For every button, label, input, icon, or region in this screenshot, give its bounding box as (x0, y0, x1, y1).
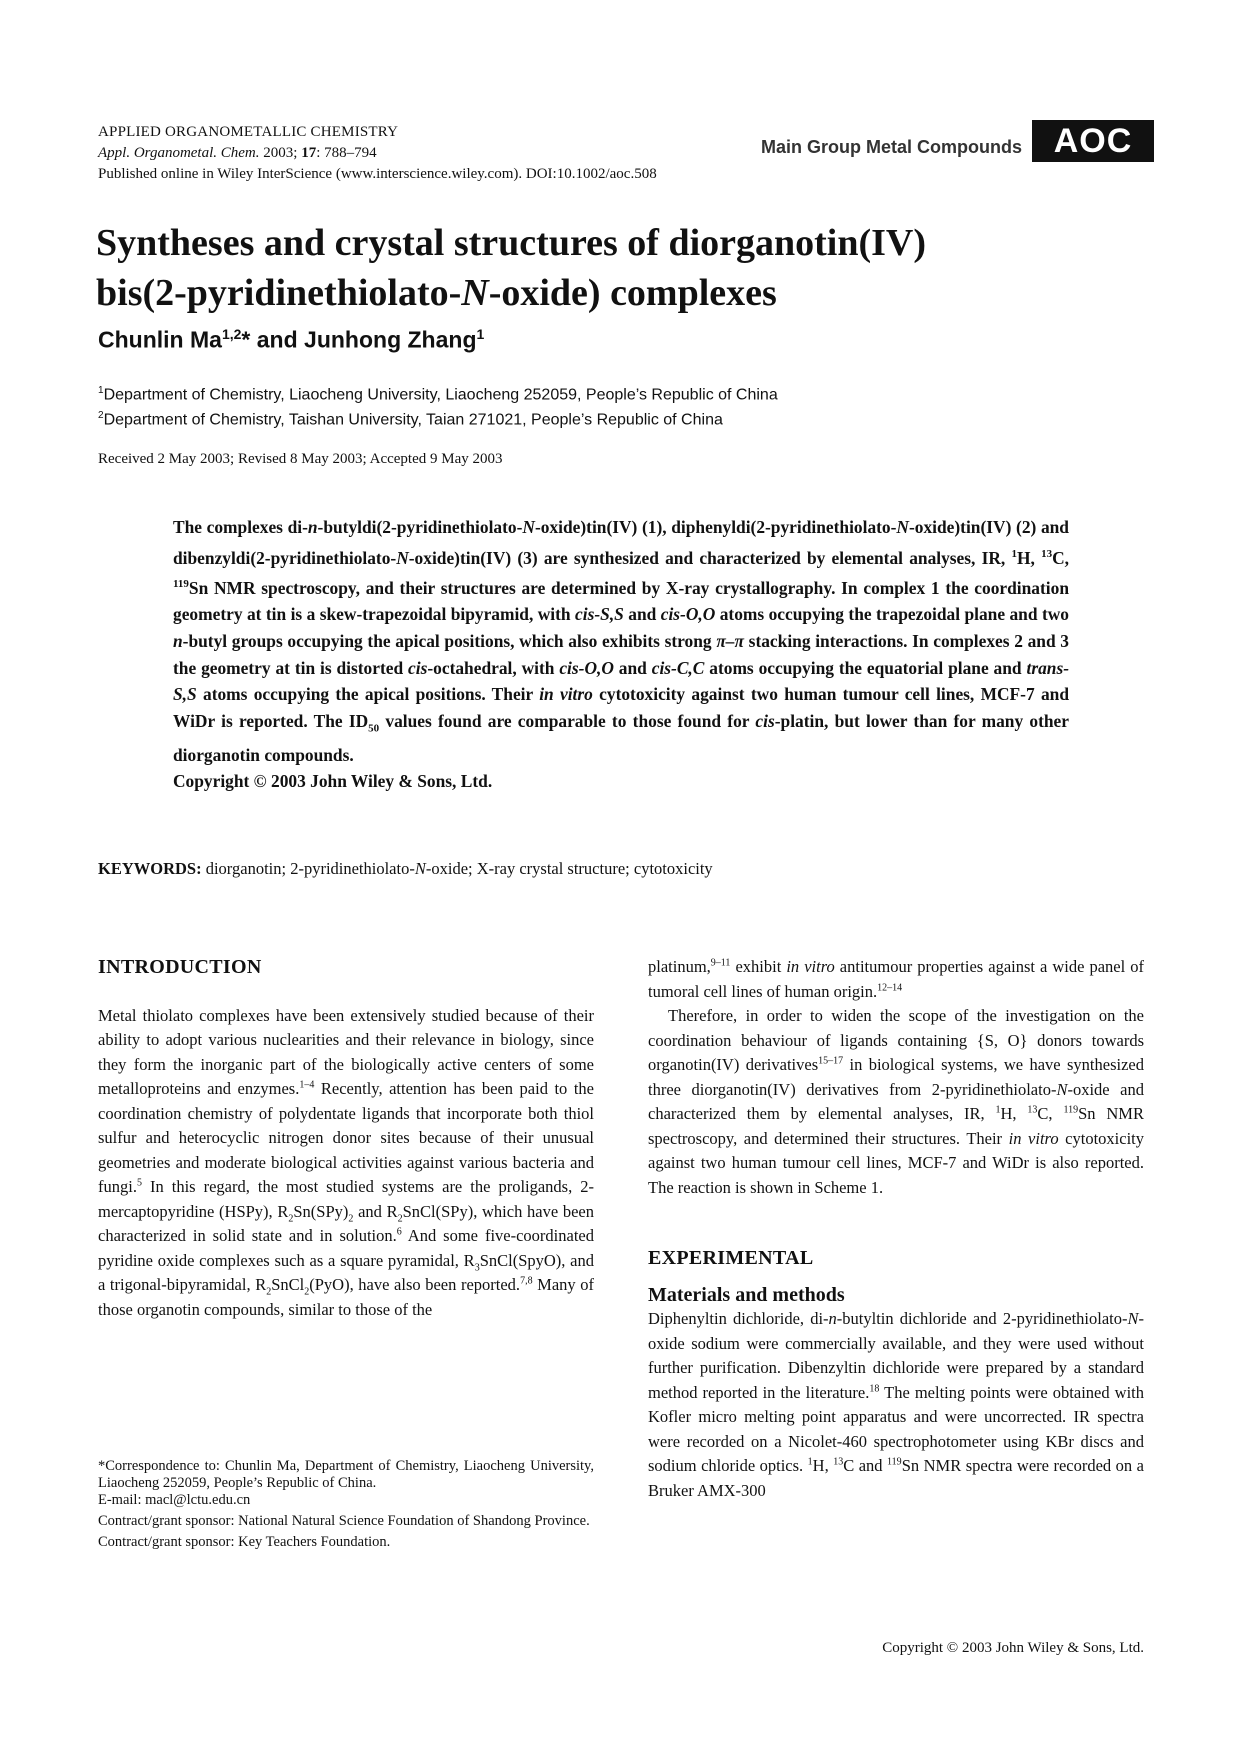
keywords: KEYWORDS: diorganotin; 2-pyridinethiolato-N-oxide; X-ray crystal structure; cytotoxicity (98, 859, 713, 878)
left-column (98, 955, 594, 1322)
title-line-2: bis(2-pyridinethiolato-N-oxide) complexes (96, 272, 777, 314)
grant-sponsor-2: Contract/grant sponsor: Key Teachers Foundation. (98, 1534, 391, 1550)
section-label: Main Group Metal Compounds (761, 137, 1022, 157)
journal-header (98, 122, 657, 185)
correspondence-note: *Correspondence to: Chunlin Ma, Department of Chemistry, Liaocheng University, Liaocheng 252059, People’s Republic of China. E-mail: macl@lctu.edu.cn (98, 1458, 594, 1508)
citation-pages: : 788–794 (316, 145, 377, 161)
citation-year: 2003; (263, 145, 298, 161)
title-line-1: Syntheses and crystal structures of diorganotin(IV) (96, 222, 927, 264)
affiliation-1: $^1$Department of Chemistry, Liaocheng University, Liaocheng 252059, People’s Republic of China (98, 385, 778, 404)
author-1: Chunlin Ma (98, 326, 222, 353)
affiliation-2: $^2$Department of Chemistry, Taishan University, Taian 271021, People’s Republic of China (98, 410, 723, 429)
citation-volume: 17 (301, 145, 317, 161)
aoc-logo: AOC (1032, 120, 1154, 162)
published-online: Published online in Wiley InterScience (www.interscience.wiley.com). DOI:10.1002/aoc.508 (98, 166, 657, 182)
materials-methods-paragraph: Diphenyltin dichloride, di-n-butyltin dichloride and 2-pyridinethiolato-N-oxide sodium were commercially available, and they were used without further purification. Dibenzyltin dichloride were prepared by a standard method reported in the literature.$^{18}$ The melting points were obtained with Kofler micro melting point apparatus and were uncorrected. IR spectra were recorded on a Nicolet-460 spectrophotometer using KBr discs and sodium chloride optics. $^1$H, $^{13}$C and $^{119}$Sn NMR spectra were recorded on a Bruker AMX-300 (648, 1309, 1144, 1500)
page-copyright: Copyright © 2003 John Wiley & Sons, Ltd. (882, 1640, 1144, 1656)
materials-methods-heading: Materials and methods (648, 1283, 845, 1306)
correspondence-email: E-mail: macl@lctu.edu.cn (98, 1492, 251, 1508)
introduction-paragraph-1: Metal thiolato complexes have been extensively studied because of their ability to adopt various nuclearities and their relevance in biology, since they form the inorganic part of the biologically active centers of some metalloproteins and enzymes.$^{1-4}$ Recently, attention has been paid to the coordination chemistry of polydentate ligands that incorporate both thiol sulfur and heterocyclic nitrogen donor sites because of their unusual geometries and moderate biological activities against various bacteria and fungi.$^5$ In this regard, the most studied systems are the proligands, 2-mercaptopyridine (HSPy), $R_2Sn(SPy)_2$ and $R_2SnCl(SPy)$, which have been characterized in solid state and in solution.$^6$ And some five-coordinated pyridine oxide complexes such as a square pyramidal, $R_3SnCl(SpyO)$, and a trigonal-bipyramidal, $R_2SnCl_2(PyO)$, have also been reported.$^{7,8}$ Many of those organotin compounds, similar to those of the (98, 1005, 595, 1319)
authors: Chunlin Ma$^{1,2}$* and Junhong Zhang$^1$ (98, 326, 485, 353)
grant-sponsor-1: Contract/grant sponsor: National Natural Science Foundation of Shandong Province. (98, 1513, 590, 1529)
citation-journal: Appl. Organometal. Chem. (98, 145, 260, 161)
experimental-heading: EXPERIMENTAL (648, 1247, 814, 1269)
journal-name: APPLIED ORGANOMETALLIC CHEMISTRY (98, 124, 399, 140)
article-title (96, 218, 1156, 318)
keywords-label: KEYWORDS: (98, 859, 202, 878)
introduction-heading: INTRODUCTION (98, 956, 262, 978)
author-2: Junhong Zhang (304, 326, 477, 353)
affiliations (98, 380, 778, 431)
introduction-paragraph-3: Therefore, in order to widen the scope of the investigation on the coordination behaviour of ligands containing {S, O} donors towards organotin(IV) derivatives$^{15-17}$ in biological systems, we have synthesized three diorganotin(IV) derivatives from 2-pyridinethiolato-N-oxide and characterized them by elemental analyses, IR, $^1$H, $^{13}$C, $^{119}$Sn NMR spectroscopy, and determined their structures. Their in vitro cytotoxicity against two human tumour cell lines, MCF-7 and WiDr is also reported. The reaction is shown in Scheme 1. (648, 1006, 1144, 1197)
citation (98, 143, 657, 164)
article-dates: Received 2 May 2003; Revised 8 May 2003; Accepted 9 May 2003 (98, 451, 503, 467)
footnotes (98, 1458, 594, 1555)
introduction-paragraph-2: platinum,$^{9-11}$ exhibit in vitro antitumour properties against a wide panel of tumoral cell lines of human origin.$^{12-14}$ (648, 957, 1144, 1001)
journal-section-header (761, 120, 1154, 162)
right-column (648, 955, 1144, 1503)
abstract-copyright: Copyright © 2003 John Wiley & Sons, Ltd. (173, 771, 493, 792)
abstract: The complexes di-n-butyldi(2-pyridinethiolato-N-oxide)tin(IV) (1), diphenyldi(2-pyridinethiolato-N-oxide)tin(IV) (2) and dibenzyldi(2-pyridinethiolato-N-oxide)tin(IV) (3) are synthesized and characterized by elemental analyses, IR, $^1$H, $^{13}$C, $^{119}$Sn NMR spectroscopy, and their structures are determined by X-ray crystallography. In complex 1 the coordination geometry at tin is a skew-trapezoidal bipyramid, with cis-S,S and cis-O,O atoms occupying the trapezoidal plane and two n-butyl groups occupying the apical positions, which also exhibits strong π–π stacking interactions. In complexes 2 and 3 the geometry at tin is distorted cis-octahedral, with cis-O,O and cis-C,C atoms occupying the equatorial plane and trans-S,S atoms occupying the apical positions. Their in vitro cytotoxicity against two human tumour cell lines, MCF-7 and WiDr is reported. The $ID_{50}$ values found are comparable to those found for cis-platin, but lower than for many other diorganotin compounds. Copyright © 2003 John Wiley & Sons, Ltd. (173, 517, 1070, 792)
